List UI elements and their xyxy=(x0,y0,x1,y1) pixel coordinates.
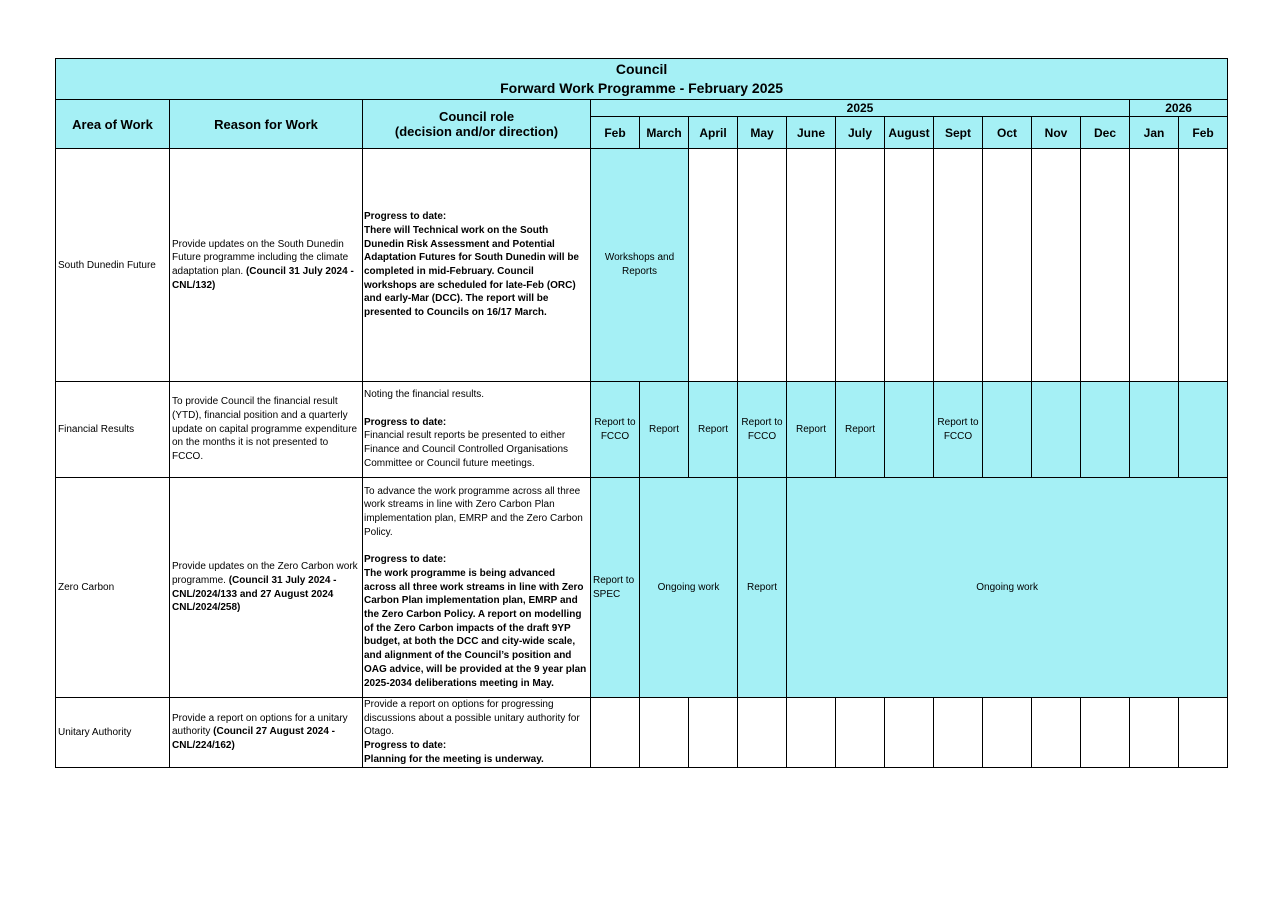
schedule-empty xyxy=(591,698,640,768)
progress-label: Progress to date: xyxy=(364,416,447,428)
schedule-cell xyxy=(1179,382,1228,478)
month-header: May xyxy=(738,117,787,149)
schedule-empty xyxy=(738,149,787,382)
reason-cell xyxy=(170,382,363,478)
schedule-empty xyxy=(836,698,885,768)
header-council-role xyxy=(363,100,591,149)
schedule-cell xyxy=(1130,382,1179,478)
schedule-empty xyxy=(640,698,689,768)
schedule-empty xyxy=(1032,149,1081,382)
schedule-empty xyxy=(1081,149,1130,382)
schedule-empty xyxy=(689,149,738,382)
reason-text: Provide updates on the Zero Carbon work programme. xyxy=(172,561,358,586)
table-row-financial-results xyxy=(56,382,1228,478)
role-cell xyxy=(363,382,591,478)
schedule-empty xyxy=(885,149,934,382)
schedule-empty xyxy=(1130,698,1179,768)
month-header: April xyxy=(689,117,738,149)
schedule-cell: Report xyxy=(787,382,836,478)
schedule-empty xyxy=(836,149,885,382)
schedule-cell: Report xyxy=(738,478,787,698)
reason-reference: (Council 27 August 2024 - CNL/224/162) xyxy=(172,726,336,752)
schedule-empty xyxy=(1081,698,1130,768)
schedule-empty xyxy=(787,698,836,768)
role-cell xyxy=(363,698,591,768)
month-header: Nov xyxy=(1032,117,1081,149)
table-row-unitary-authority xyxy=(56,698,1228,768)
schedule-cell xyxy=(885,382,934,478)
schedule-empty xyxy=(934,149,983,382)
reason-text: To provide Council the financial result (YTD), financial position and a quarterly update on capital programme expenditure on the months it is not presented to FCCO. xyxy=(172,396,358,463)
header-reason-for-work: Reason for Work xyxy=(170,100,363,149)
area-cell: Zero Carbon xyxy=(56,478,170,698)
progress-text: There will Technical work on the South Dunedin Risk Assessment and Potential Adaptation Futures for South Dunedin will be completed in mid-February. Council workshops are scheduled for late-Feb (ORC) and early-Mar (DCC). The report will be presented to Councils on 16/17 March. xyxy=(364,224,579,319)
forward-work-programme-table xyxy=(55,58,1228,768)
reason-text: Provide updates on the South Dunedin Future programme including the climate adaptation plan. xyxy=(172,238,349,277)
reason-reference: (Council 31 July 2024 - CNL/132) xyxy=(172,266,354,291)
schedule-empty xyxy=(689,698,738,768)
schedule-cell: Ongoing work xyxy=(787,478,1228,698)
schedule-empty xyxy=(885,698,934,768)
schedule-empty xyxy=(787,149,836,382)
schedule-empty xyxy=(1179,698,1228,768)
schedule-cell: Report xyxy=(640,382,689,478)
schedule-cell: Report to SPEC xyxy=(591,478,640,698)
schedule-cell: Ongoing work xyxy=(640,478,738,698)
role-note: To advance the work programme across all three work streams in line with Zero Carbon Plan implementation plan, EMRP and the Zero Carbon Policy. xyxy=(364,485,583,538)
month-header: Sept xyxy=(934,117,983,149)
schedule-empty xyxy=(934,698,983,768)
header-year-2026: 2026 xyxy=(1130,100,1228,117)
schedule-empty xyxy=(1179,149,1228,382)
progress-text: The work programme is being advanced across all three work streams in line with Zero Carbon Plan implementation plan, EMRP and the Zero Carbon Policy. A report on modelling of the Zero Carbon impacts of the draft 9YP budget, at both the DCC and city-wide scale, and alignment of the Council’s position and OAG advice, will be provided at the 9 year plan 2025-2034 deliberations meeting in May. xyxy=(364,567,587,689)
schedule-cell: Report to FCCO xyxy=(591,382,640,478)
month-header: Oct xyxy=(983,117,1032,149)
header-council-role-line2: (decision and/or direction) xyxy=(394,124,559,139)
header-council-role-line1: Council role xyxy=(438,109,515,124)
month-header: June xyxy=(787,117,836,149)
schedule-cell: Report to FCCO xyxy=(738,382,787,478)
progress-text: Planning for the meeting is underway. xyxy=(364,753,544,765)
area-cell: Unitary Authority xyxy=(56,698,170,768)
month-header: Feb xyxy=(1179,117,1228,149)
area-cell: Financial Results xyxy=(56,382,170,478)
schedule-empty xyxy=(983,149,1032,382)
schedule-empty xyxy=(983,698,1032,768)
schedule-cell xyxy=(1032,382,1081,478)
schedule-empty xyxy=(1130,149,1179,382)
reason-cell xyxy=(170,698,363,768)
progress-label: Progress to date: xyxy=(364,740,447,752)
reason-reference: (Council 31 July 2024 - CNL/2024/133 and 27 August 2024 CNL/2024/258) xyxy=(172,574,337,614)
month-header: March xyxy=(640,117,689,149)
month-header: Dec xyxy=(1081,117,1130,149)
schedule-empty xyxy=(738,698,787,768)
area-cell: South Dunedin Future xyxy=(56,149,170,382)
progress-label: Progress to date: xyxy=(364,554,447,566)
schedule-cell: Workshops and Reports xyxy=(591,149,689,382)
title-line-2: Forward Work Programme - February 2025 xyxy=(500,80,784,96)
role-note: Noting the financial results. xyxy=(364,389,485,401)
progress-label: Progress to date: xyxy=(364,211,447,223)
month-header: August xyxy=(885,117,934,149)
table-title xyxy=(56,59,1228,100)
title-line-1: Council xyxy=(615,61,668,77)
schedule-cell xyxy=(1081,382,1130,478)
header-area-of-work: Area of Work xyxy=(56,100,170,149)
role-cell xyxy=(363,149,591,382)
table-row-south-dunedin xyxy=(56,149,1228,382)
role-cell xyxy=(363,478,591,698)
month-header: Feb xyxy=(591,117,640,149)
month-header: Jan xyxy=(1130,117,1179,149)
reason-text: Provide a report on options for a unitary authority xyxy=(172,712,348,738)
role-note: Provide a report on options for progressing discussions about a possible unitary authority for Otago. xyxy=(364,699,580,738)
schedule-cell: Report xyxy=(689,382,738,478)
schedule-cell: Report to FCCO xyxy=(934,382,983,478)
header-year-2025: 2025 xyxy=(591,100,1130,117)
schedule-cell: Report xyxy=(836,382,885,478)
table-row-zero-carbon xyxy=(56,478,1228,698)
reason-cell xyxy=(170,149,363,382)
schedule-empty xyxy=(1032,698,1081,768)
month-header: July xyxy=(836,117,885,149)
schedule-cell xyxy=(983,382,1032,478)
progress-text: Financial result reports be presented to either Finance and Council Controlled Organisations Committee or Council future meetings. xyxy=(364,430,569,469)
reason-cell xyxy=(170,478,363,698)
